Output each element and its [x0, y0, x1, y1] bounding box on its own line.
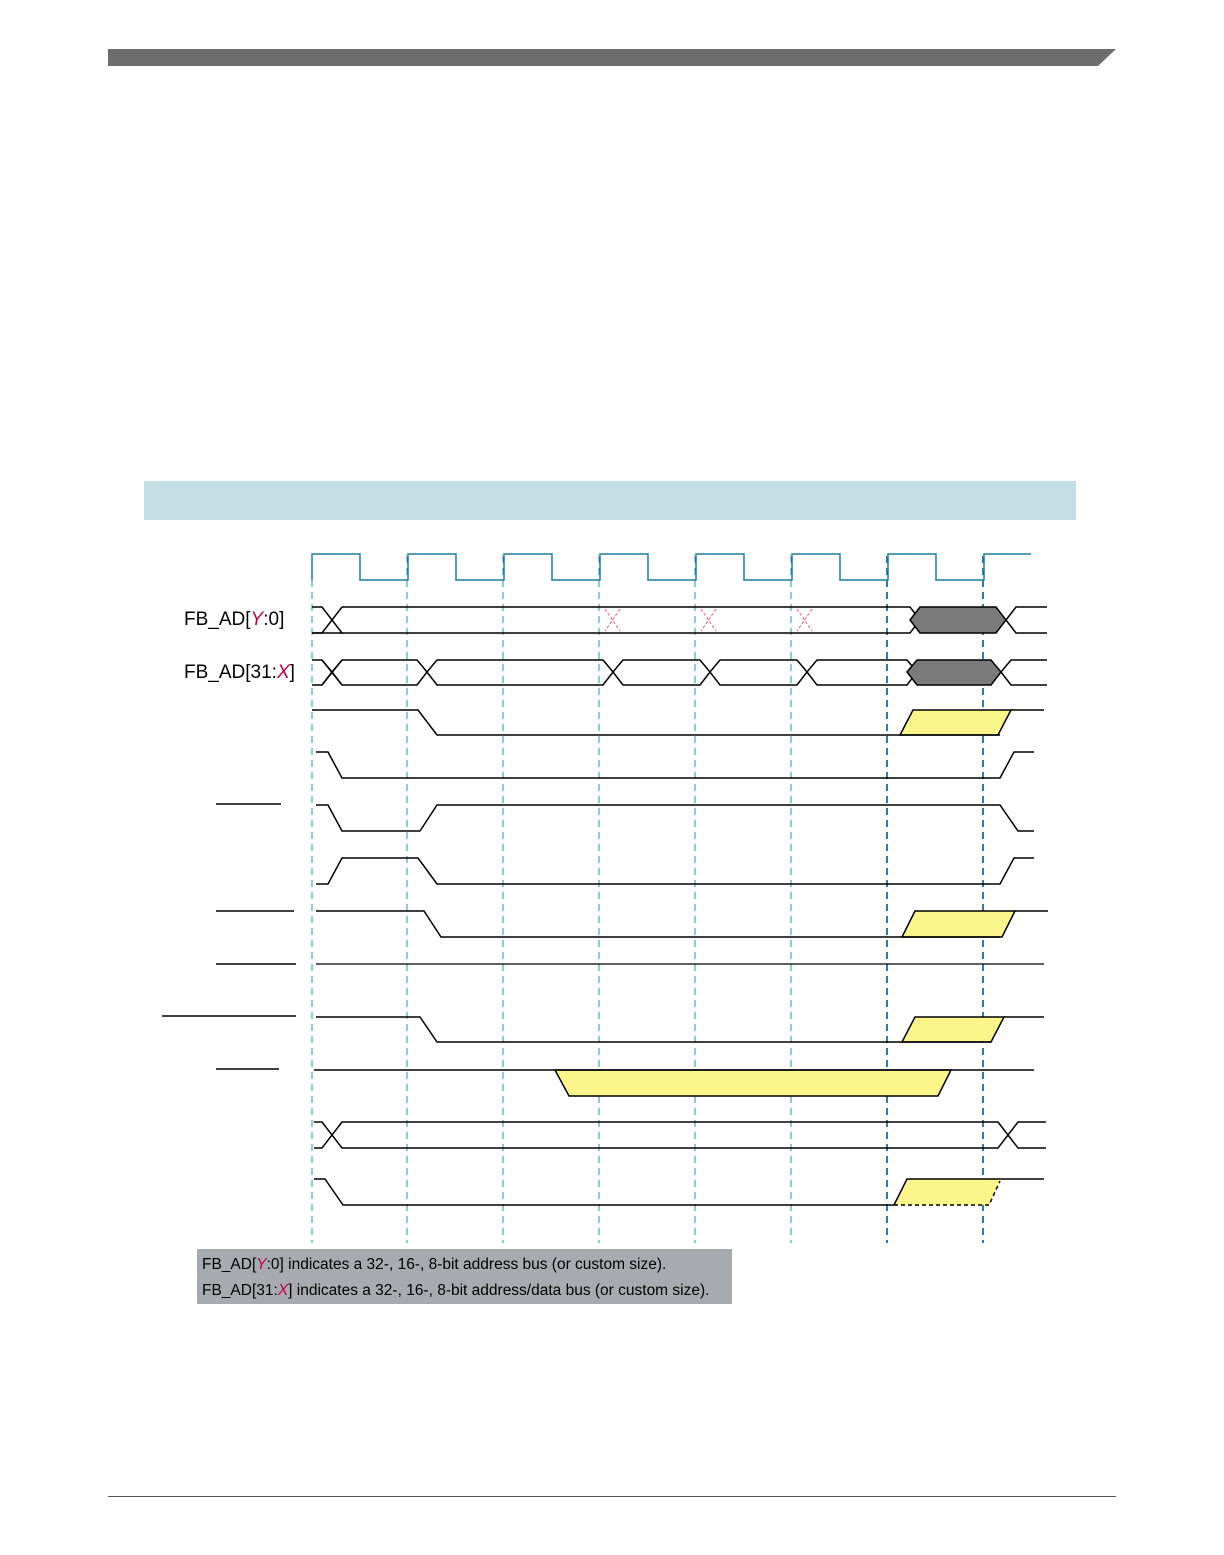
note-text: FB_AD[ — [202, 1256, 257, 1273]
clock-waveform — [312, 554, 1031, 580]
label-text: FB_AD[31: — [184, 662, 277, 683]
signal-3-window — [900, 710, 1011, 735]
cycle-guides-bold — [887, 556, 983, 1243]
note-text: :0] indicates a 32-, 16-, 8-bit address bus (or custom size). — [266, 1256, 667, 1273]
label-variable: X — [276, 662, 290, 683]
signal-9-window — [902, 1017, 1004, 1042]
signal-4-waveform — [316, 752, 1034, 778]
footer-rule — [108, 1496, 1116, 1497]
cycle-guides — [312, 556, 791, 1243]
label-text: FB_AD[ — [184, 609, 251, 630]
timing-diagram — [0, 530, 1224, 1250]
label-text: ] — [289, 662, 295, 683]
note-text: ] indicates a 32-, 16-, 8-bit address/data bus (or custom size). — [288, 1282, 710, 1299]
figure-title-band — [144, 481, 1076, 520]
data-bus-drive — [907, 660, 1001, 685]
header-bar — [0, 0, 1224, 70]
signal-12-window — [894, 1179, 1000, 1205]
signal-11-waveform — [314, 1122, 1046, 1148]
note-line-address — [202, 1256, 666, 1274]
signal-7-window — [902, 911, 1015, 937]
note-text: FB_AD[31: — [202, 1282, 278, 1299]
note-variable: X — [277, 1282, 289, 1299]
note-box — [197, 1249, 732, 1304]
addr-invalid-marks — [605, 609, 812, 631]
label-fb-ad-address — [184, 609, 284, 631]
label-text: :0] — [263, 609, 285, 630]
signal-6-waveform — [316, 858, 1034, 884]
addr-bus-drive — [910, 607, 1006, 633]
label-variable: Y — [250, 609, 264, 630]
label-fb-ad-data — [184, 662, 295, 684]
signal-10-window — [555, 1070, 951, 1096]
note-line-data — [202, 1282, 709, 1300]
note-variable: Y — [256, 1256, 267, 1273]
signal-5-waveform — [316, 805, 1034, 831]
